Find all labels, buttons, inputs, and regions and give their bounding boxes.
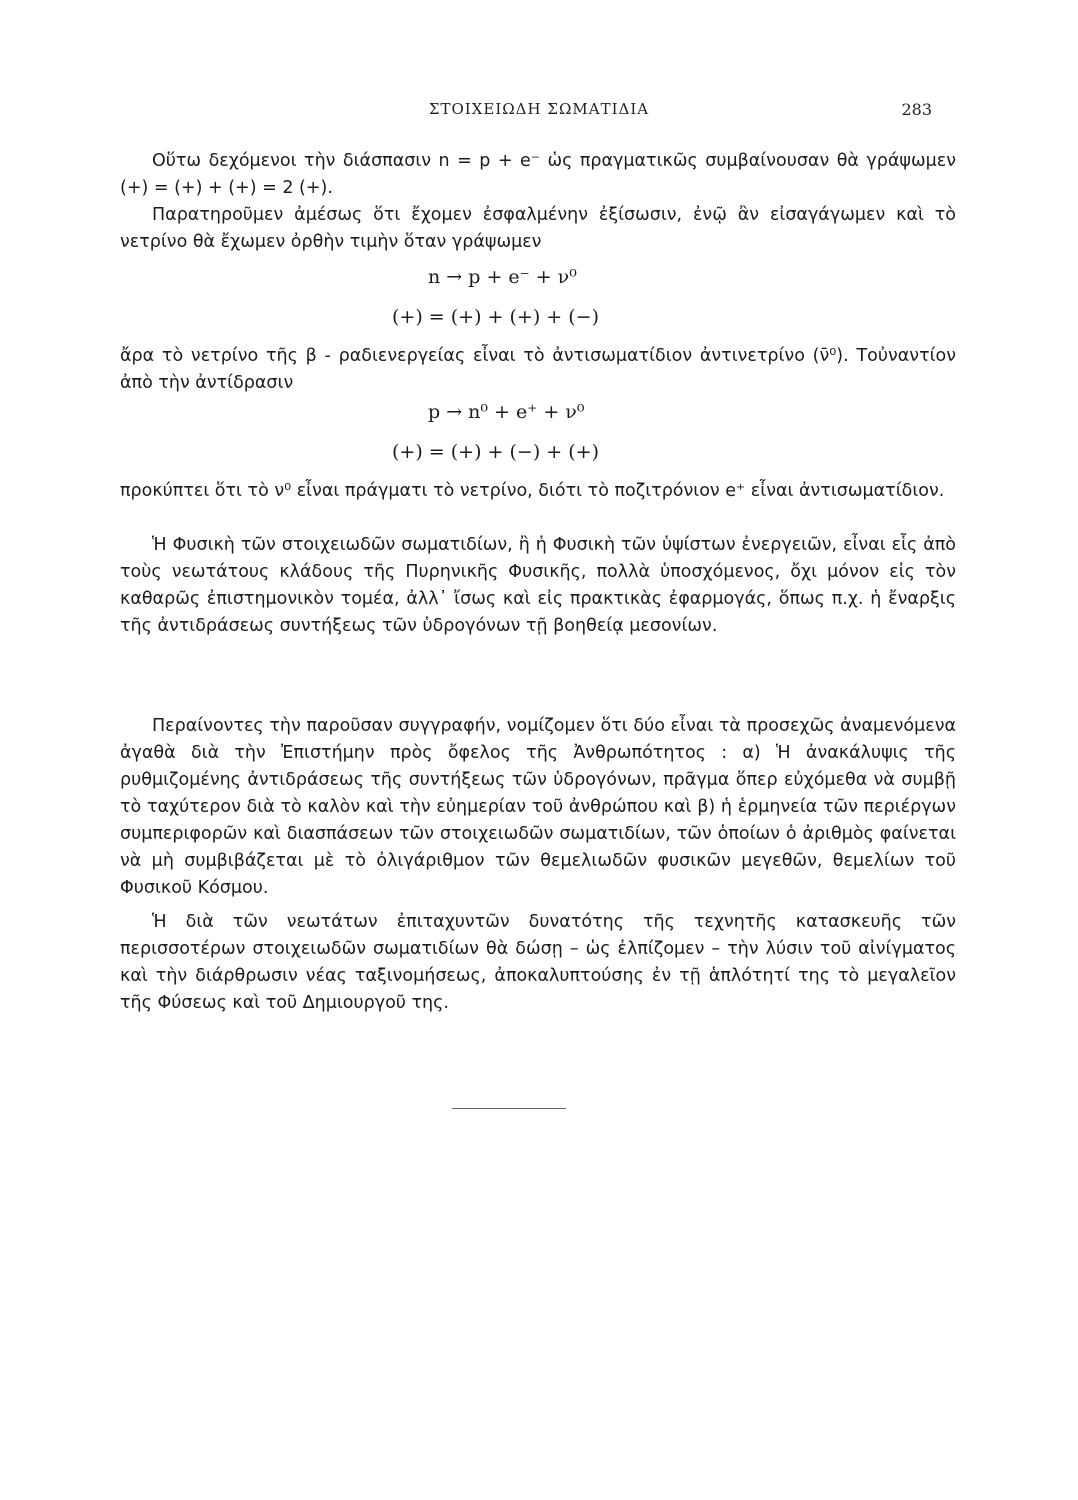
equation-neutron-decay: n → p + e⁻ + ν⁰ (428, 266, 577, 288)
paragraph-decay-assumption: Οὕτω δεχόμενοι τὴν διάσπασιν n = p + e⁻ ὡς πραγματικῶς συμβαίνουσαν θὰ γράψωμεν (+) = (+) + (+) = 2 (+). (120, 151, 956, 198)
equation-proton-reaction-charges: (+) = (+) + (−) + (+) (392, 441, 599, 463)
paragraph-positron: προκύπτει ὅτι τὸ ν⁰ εἶναι πράγματι τὸ νετρίνο, διότι τὸ ποζιτρόνιον e⁺ εἶναι ἀντισωματίδιον. (120, 481, 945, 501)
paragraph-particle-physics: Ἡ Φυσικὴ τῶν στοιχειωδῶν σωματιδίων, ἢ ἡ Φυσικὴ τῶν ὑψίστων ἐνεργειῶν, εἶναι εἷς ἀπὸ τοὺς νεωτάτους κλάδους τῆς Πυρηνικῆς Φυσικῆς, πολλὰ ὑποσχόμενος, ὄχι μόνον εἰς τὸν καθαρῶς ἐπιστημονικὸν τομέα, ἀλλ᾽ ἴσως καὶ εἰς πρακτικὰς ἐφαρμογάς, ὅπως π.χ. ἡ ἔναρξις τῆς ἀντιδράσεως συντήξεως τῶν ὑδρογόνων τῇ βοηθείᾳ μεσονίων. (120, 535, 956, 636)
running-title: ΣΤΟΙΧΕΙΩΔΗ ΣΩΜΑΤΙΔΙΑ (428, 100, 650, 118)
paragraph-conclusion: Περαίνοντες τὴν παροῦσαν συγγραφήν, νομίζομεν ὅτι δύο εἶναι τὰ προσεχῶς ἀναμενόμενα ἀγαθὰ διὰ τὴν Ἐπιστήμην πρὸς ὄφελος τῆς Ἀνθρωπότητος : α) Ἡ ἀνακάλυψις τῆς ρυθμιζομένης ἀντιδράσεως τῆς συντήξεως τῶν ὑδρογόνων, πρᾶγμα ὅπερ εὐχόμεθα νὰ συμβῇ τὸ ταχύτερον διὰ τὸ καλὸν καὶ τὴν εὐημερίαν τοῦ ἀνθρώπου καὶ β) ἡ ἑρμηνεία τῶν περιέργων συμπεριφορῶν καὶ διασπάσεων τῶν στοιχειωδῶν σωματιδίων, τῶν ὁποίων ὁ ἀριθμὸς φαίνεται νὰ μὴ συμβιβάζεται μὲ τὸ ὀλιγάριθμον τῶν θεμελιωδῶν φυσικῶν μεγεθῶν, θεμελίων τοῦ Φυσικοῦ Κόσμου. (120, 716, 956, 898)
paragraph-neutrino-correction: Παρατηροῦμεν ἀμέσως ὅτι ἔχομεν ἐσφαλμένην ἐξίσωσιν, ἐνῷ ἂν εἰσαγάγωμεν καὶ τὸ νετρίνο θὰ ἔχωμεν ὀρθὴν τιμὴν ὅταν γράψωμεν (120, 205, 956, 252)
equation-neutron-decay-charges: (+) = (+) + (+) + (−) (392, 306, 599, 328)
equation-proton-reaction: p → n⁰ + e⁺ + ν⁰ (428, 401, 585, 423)
paragraph-accelerators: Ἡ διὰ τῶν νεωτάτων ἐπιταχυντῶν δυνατότης τῆς τεχνητῆς κατασκευῆς τῶν περισσοτέρων στοιχειωδῶν σωματιδίων θὰ δώσῃ – ὡς ἐλπίζομεν – τὴν λύσιν τοῦ αἰνίγματος καὶ τὴν διάρθρωσιν νέας ταξινομήσεως, ἀποκαλυπτούσης ἐν τῇ ἁπλότητί της τὸ μεγαλεῖον τῆς Φύσεως καὶ τοῦ Δημιουργοῦ της. (120, 912, 956, 1013)
section-divider (452, 1108, 566, 1109)
paragraph-antineutrino: ἄρα τὸ νετρίνο τῆς β - ραδιενεργείας εἶναι τὸ ἀντισωματίδιον ἀντινετρίνο (ν̄⁰). Τοὐναντίον ἀπὸ τὴν ἀντίδρασιν (120, 346, 956, 393)
page-number: 283 (901, 100, 932, 119)
